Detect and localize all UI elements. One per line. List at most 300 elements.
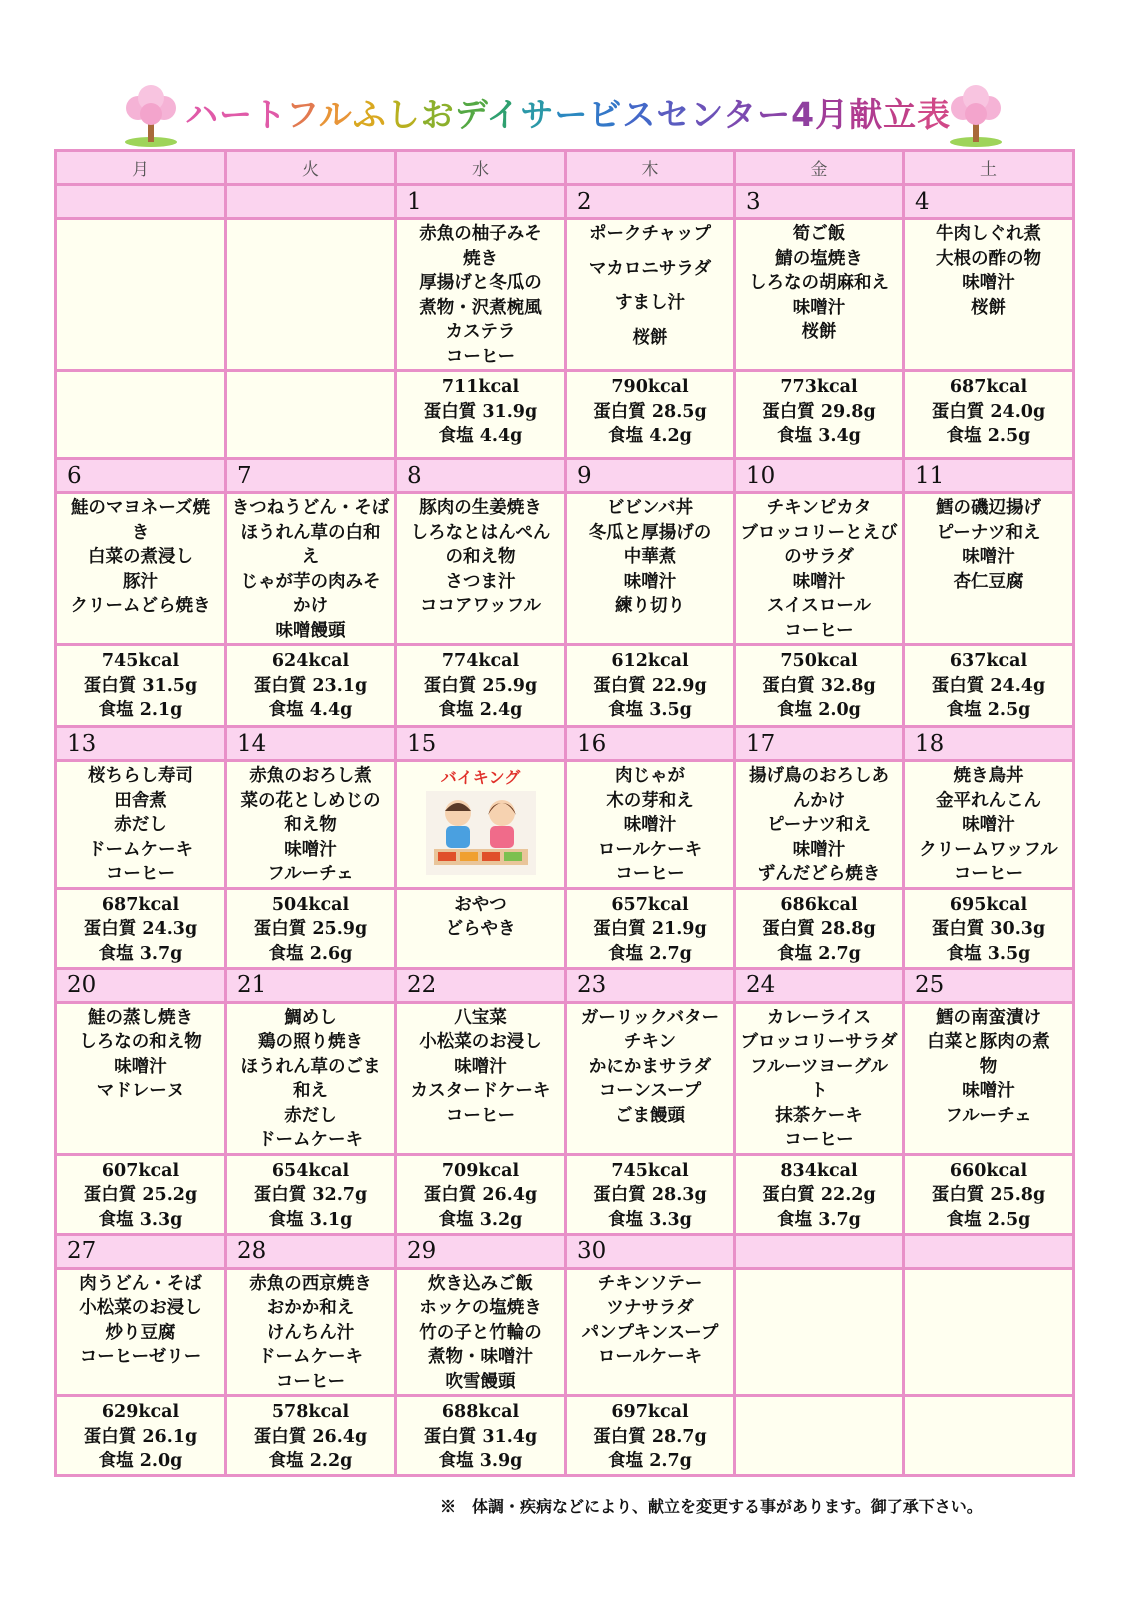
date-cell: 15 [396, 727, 566, 761]
menu-cell [226, 1268, 396, 1396]
menu-item: 抹茶ケーキ [775, 1105, 863, 1126]
snack-item: どらやき [445, 919, 516, 939]
calories-value: 687kcal [949, 377, 1028, 397]
salt-value: 食塩 4.2g [608, 426, 692, 446]
page-title [185, 90, 952, 140]
protein-value: 蛋白質 24.3g [83, 919, 198, 939]
salt-value: 食塩 3.3g [98, 1209, 183, 1230]
menu-item: 赤魚の西京焼き [249, 1273, 372, 1294]
date-row [56, 968, 1074, 1002]
date-cell: 29 [396, 1234, 566, 1268]
protein-value: 蛋白質 31.5g [83, 675, 198, 696]
menu-cell [904, 761, 1074, 889]
empty-cell [904, 1268, 1074, 1396]
protein-value: 蛋白質 31.4g [423, 1426, 538, 1447]
menu-item: 鱈の磯辺揚げ [936, 498, 1041, 518]
nutrition-row [56, 371, 1074, 459]
date-cell: 25 [904, 968, 1074, 1002]
nutrition-cell [566, 645, 735, 727]
date-cell: 10 [735, 459, 904, 493]
menu-item: すまし汁 [615, 293, 685, 313]
protein-value: 蛋白質 23.1g [253, 675, 368, 696]
menu-item: ほうれん草のごま [240, 1056, 381, 1077]
cherry-blossom-tree-icon [120, 84, 182, 148]
menu-item: ブロッコリーサラダ [740, 1032, 898, 1052]
protein-value: 蛋白質 25.9g [253, 919, 368, 939]
menu-item: 鮭の蒸し焼き [88, 1007, 193, 1028]
empty-cell [56, 371, 226, 459]
salt-value: 食塩 2.6g [268, 943, 353, 964]
nutrition-cell [226, 1396, 396, 1476]
menu-item: ごま饅頭 [615, 1105, 685, 1126]
menu-item: 鶏の照り焼き [258, 1032, 363, 1052]
calories-value: 654kcal [271, 1160, 350, 1181]
menu-item: ピーナツ和え [936, 522, 1041, 543]
title-char: ハ [185, 95, 219, 134]
menu-item: 味噌汁 [284, 839, 337, 860]
menu-item: 牛肉しぐれ煮 [936, 224, 1041, 244]
date-cell: 4 [904, 185, 1074, 219]
weekday-header: 月 [56, 151, 226, 185]
empty-cell [735, 1268, 904, 1396]
menu-item: しろなとはんぺん [410, 522, 551, 543]
menu-item: 大根の酢の物 [936, 248, 1041, 269]
menu-cell [566, 219, 735, 371]
calories-value: 745kcal [611, 1160, 689, 1181]
menu-cell [56, 761, 226, 889]
menu-item: 菜の花としめじの [240, 790, 381, 811]
date-cell: 2 [566, 185, 735, 219]
menu-row [56, 219, 1074, 371]
salt-value: 食塩 3.5g [946, 943, 1031, 964]
menu-item: ガーリックバター [580, 1007, 720, 1028]
salt-value: 食塩 2.4g [438, 700, 523, 720]
date-cell: 9 [566, 459, 735, 493]
menu-cell [56, 493, 226, 645]
menu-item: パンプキンスープ [581, 1322, 719, 1343]
menu-item: 八宝菜 [454, 1007, 507, 1028]
nutrition-row [56, 645, 1074, 727]
menu-item: ドームケーキ [88, 839, 193, 860]
calories-value: 612kcal [611, 651, 689, 671]
empty-cell [226, 219, 396, 371]
menu-item: フルーチェ [945, 1105, 1032, 1126]
salt-value: 食塩 3.5g [608, 700, 692, 720]
salt-value: 食塩 2.1g [98, 700, 183, 720]
title-char: お [420, 95, 455, 134]
nutrition-cell [735, 371, 904, 459]
menu-item: クリームワッフル [919, 839, 1058, 860]
title-char: し [386, 95, 421, 134]
title-char: サ [520, 95, 555, 134]
nutrition-cell [396, 371, 566, 459]
protein-value: 蛋白質 29.8g [762, 401, 876, 422]
menu-item: のサラダ [784, 547, 854, 567]
menu-item: かけ [293, 596, 328, 616]
menu-item: 桜餅 [632, 327, 668, 348]
menu-item: コーヒー [953, 864, 1024, 884]
weekday-header: 火 [226, 151, 396, 185]
title-char: ふ [352, 95, 387, 134]
salt-value: 食塩 2.0g [98, 1451, 183, 1471]
title-char: ビ [588, 95, 623, 134]
calories-value: 774kcal [441, 651, 520, 671]
calories-value: 657kcal [611, 894, 689, 915]
menu-item: 味噌汁 [454, 1056, 507, 1077]
menu-item: けんちん汁 [266, 1322, 355, 1343]
menu-item: 味噌汁 [623, 815, 677, 835]
menu-item: カステラ [445, 322, 516, 342]
salt-value: 食塩 2.2g [268, 1451, 353, 1471]
weekday-header: 水 [396, 151, 566, 185]
calories-value: 688kcal [441, 1402, 520, 1422]
menu-row [56, 1002, 1074, 1154]
menu-item: 金平れんこん [936, 790, 1041, 811]
menu-cell [566, 1268, 735, 1396]
nutrition-cell [396, 1154, 566, 1234]
menu-item: 赤だし [284, 1105, 337, 1126]
menu-cell [396, 219, 566, 371]
salt-value: 食塩 2.5g [946, 1209, 1031, 1230]
menu-item: 味噌汁 [114, 1056, 167, 1077]
nutrition-cell [566, 888, 735, 968]
nutrition-cell [735, 645, 904, 727]
date-cell: 11 [904, 459, 1074, 493]
date-cell [226, 185, 396, 219]
menu-item: ずんだどら焼き [757, 864, 881, 884]
salt-value: 食塩 3.4g [777, 426, 861, 446]
menu-item: 焼き [463, 248, 498, 269]
salt-value: 食塩 2.0g [777, 700, 861, 720]
calories-value: 504kcal [271, 894, 350, 915]
menu-item: 肉うどん・そば [79, 1273, 202, 1294]
menu-item: 味噌饅頭 [275, 620, 346, 641]
title-char: セ [656, 95, 691, 134]
nutrition-cell [56, 645, 226, 727]
menu-item: 鮭のマヨネーズ焼 [70, 498, 211, 518]
salt-value: 食塩 3.3g [608, 1209, 692, 1230]
protein-value: 蛋白質 22.9g [593, 675, 707, 696]
weekday-header: 土 [904, 151, 1074, 185]
menu-item: き [131, 522, 150, 543]
menu-item: 赤だし [114, 815, 167, 835]
menu-cell [735, 1002, 904, 1154]
salt-value: 食塩 4.4g [268, 700, 353, 720]
menu-cell [904, 1002, 1074, 1154]
menu-item: 田舎煮 [114, 790, 167, 811]
title-char: 表 [917, 95, 952, 134]
nutrition-cell [904, 888, 1074, 968]
menu-cell [566, 1002, 735, 1154]
date-cell: 6 [56, 459, 226, 493]
menu-cell [396, 493, 566, 645]
viking-label: バイキング [440, 768, 521, 787]
protein-value: 蛋白質 24.0g [931, 401, 1046, 422]
date-row [56, 1234, 1074, 1268]
snack-cell [396, 888, 566, 968]
menu-item: コーヒー [445, 1105, 516, 1126]
date-cell: 3 [735, 185, 904, 219]
nutrition-row [56, 888, 1074, 968]
salt-value: 食塩 2.7g [608, 943, 692, 964]
protein-value: 蛋白質 28.7g [593, 1426, 707, 1447]
title-char: ー [219, 95, 253, 134]
protein-value: 蛋白質 26.1g [83, 1426, 198, 1447]
nutrition-cell [735, 1154, 904, 1234]
menu-item: マカロニサラダ [588, 258, 712, 279]
menu-item: 白菜の煮浸し [88, 547, 193, 567]
menu-item: 肉じゃが [615, 766, 685, 786]
menu-item: 木の芽和え [606, 790, 694, 811]
protein-value: 蛋白質 24.4g [931, 675, 1046, 696]
date-cell: 28 [226, 1234, 396, 1268]
salt-value: 食塩 2.5g [946, 700, 1031, 720]
menu-item: ホッケの塩焼き [419, 1298, 542, 1318]
protein-value: 蛋白質 30.3g [931, 919, 1046, 939]
menu-item: 鱈の南蛮漬け [936, 1007, 1041, 1028]
menu-item: ドームケーキ [258, 1130, 363, 1150]
date-row [56, 459, 1074, 493]
nutrition-cell [56, 1396, 226, 1476]
salt-value: 食塩 3.9g [438, 1451, 523, 1471]
menu-item: ほうれん草の白和 [240, 522, 381, 543]
menu-item: コーヒー [784, 1130, 854, 1150]
menu-item: 白菜と豚肉の煮 [927, 1032, 1050, 1052]
menu-item: コーヒー [445, 346, 516, 367]
salt-value: 食塩 3.2g [438, 1209, 523, 1230]
nutrition-cell [566, 371, 735, 459]
menu-item: 味噌汁 [962, 1081, 1015, 1101]
salt-value: 食塩 2.5g [946, 426, 1031, 446]
protein-value: 蛋白質 26.4g [253, 1426, 368, 1447]
nutrition-cell [566, 1154, 735, 1234]
nutrition-cell [904, 645, 1074, 727]
calories-value: 660kcal [949, 1160, 1028, 1181]
date-row [56, 727, 1074, 761]
menu-item: 冬瓜と厚揚げの [588, 522, 712, 543]
date-cell: 22 [396, 968, 566, 1002]
calories-value: 687kcal [101, 894, 180, 915]
title-char: ル [318, 95, 353, 134]
title-char: デ [454, 95, 487, 134]
menu-item: ロールケーキ [597, 839, 703, 860]
menu-item: 桜餅 [971, 297, 1006, 318]
menu-item: 厚揚げと冬瓜の [419, 273, 542, 293]
menu-item: チキンソテー [597, 1273, 703, 1294]
menu-item: 中華煮 [623, 547, 677, 567]
date-cell [735, 1234, 904, 1268]
menu-item: フルーチェ [267, 864, 354, 884]
menu-item: コーンスープ [598, 1081, 702, 1101]
nutrition-cell [904, 371, 1074, 459]
menu-item: え [301, 547, 320, 567]
calories-value: 790kcal [611, 377, 689, 397]
menu-item: ピーナツ和え [766, 815, 872, 835]
salt-value: 食塩 3.7g [98, 943, 183, 964]
menu-row [56, 1268, 1074, 1396]
protein-value: 蛋白質 26.4g [423, 1185, 538, 1205]
nutrition-cell [396, 645, 566, 727]
nutrition-cell [56, 888, 226, 968]
menu-cell [396, 1002, 566, 1154]
menu-item: じゃが芋の肉みそ [240, 571, 381, 592]
protein-value: 蛋白質 28.5g [593, 401, 707, 422]
menu-item: カレーライス [766, 1007, 872, 1028]
menu-item: コーヒー [784, 620, 854, 641]
menu-cell [56, 1002, 226, 1154]
menu-item: ココアワッフル [420, 596, 541, 616]
menu-item: かにかまサラダ [588, 1056, 712, 1077]
title-char: 4 [791, 95, 816, 134]
empty-cell [56, 219, 226, 371]
menu-item: 豚肉の生姜焼き [419, 498, 542, 518]
menu-item: 味噌汁 [962, 547, 1015, 567]
menu-cell [566, 493, 735, 645]
empty-cell [904, 1396, 1074, 1476]
menu-cell [226, 1002, 396, 1154]
menu-item: クリームどら焼き [70, 596, 211, 616]
nutrition-cell [226, 645, 396, 727]
menu-item: 小松菜のお浸し [419, 1032, 542, 1052]
menu-cell [226, 493, 396, 645]
date-row [56, 185, 1074, 219]
date-cell: 20 [56, 968, 226, 1002]
menu-item: 煮物・味噌汁 [428, 1347, 533, 1367]
menu-item: コーヒー [615, 864, 685, 884]
menu-item: の和え物 [445, 547, 516, 567]
menu-calendar-table [54, 149, 1075, 1477]
date-cell: 21 [226, 968, 396, 1002]
protein-value: 蛋白質 21.9g [593, 919, 707, 939]
calories-value: 607kcal [101, 1160, 180, 1181]
menu-cell [566, 761, 735, 889]
menu-item: ブロッコリーとえび [740, 522, 898, 543]
menu-cell [226, 761, 396, 889]
title-char: ス [622, 95, 657, 134]
protein-value: 蛋白質 31.9g [423, 401, 538, 422]
calories-value: 695kcal [949, 894, 1028, 915]
calories-value: 624kcal [271, 651, 350, 671]
menu-item: スイスロール [766, 596, 872, 616]
weekday-header-row [56, 151, 1074, 185]
calories-value: 637kcal [949, 651, 1028, 671]
cherry-blossom-tree-icon [945, 84, 1007, 148]
menu-item: カスタードケーキ [410, 1081, 551, 1101]
menu-item: ポークチャップ [589, 224, 711, 244]
menu-item: しろなの和え物 [79, 1032, 202, 1052]
menu-cell [735, 761, 904, 889]
menu-item: ト [810, 1081, 828, 1101]
date-cell [904, 1234, 1074, 1268]
nutrition-cell [566, 1396, 735, 1476]
date-cell: 18 [904, 727, 1074, 761]
menu-item: 豚汁 [123, 571, 158, 592]
calories-value: 686kcal [780, 894, 858, 915]
menu-item: 赤魚の柚子みそ [419, 224, 542, 244]
title-char: 立 [883, 95, 918, 134]
menu-item: ツナサラダ [606, 1298, 694, 1318]
title-char: ー [554, 95, 589, 134]
menu-item: 杏仁豆腐 [953, 571, 1024, 592]
menu-cell [735, 219, 904, 371]
menu-item: 鯖の塩焼き [775, 248, 863, 269]
title-char: タ [723, 95, 758, 134]
date-cell: 23 [566, 968, 735, 1002]
menu-item: 味噌汁 [623, 571, 677, 592]
snack-label: おやつ [454, 894, 507, 915]
menu-item: チキンピカタ [766, 498, 872, 518]
menu-cell [904, 493, 1074, 645]
menu-item: 味噌汁 [792, 839, 846, 860]
menu-item: んかけ [792, 790, 846, 811]
date-cell: 27 [56, 1234, 226, 1268]
nutrition-cell [735, 888, 904, 968]
nutrition-cell [226, 888, 396, 968]
menu-item: 味噌汁 [792, 297, 846, 318]
menu-item: 吹雪饅頭 [445, 1371, 516, 1392]
calories-value: 745kcal [101, 651, 180, 671]
menu-item: 赤魚のおろし煮 [249, 766, 372, 786]
menu-item: さつま汁 [445, 571, 516, 592]
protein-value: 蛋白質 25.9g [423, 675, 538, 696]
menu-item: コーヒーゼリー [79, 1347, 202, 1367]
date-cell: 14 [226, 727, 396, 761]
date-cell: 16 [566, 727, 735, 761]
date-cell: 30 [566, 1234, 735, 1268]
menu-item: 鯛めし [284, 1007, 337, 1028]
nutrition-row [56, 1396, 1074, 1476]
title-char: 献 [849, 95, 884, 134]
calories-value: 697kcal [611, 1402, 689, 1422]
salt-value: 食塩 3.1g [268, 1209, 353, 1230]
viking-cell [396, 761, 566, 889]
calories-value: 750kcal [780, 651, 858, 671]
weekday-header: 金 [735, 151, 904, 185]
menu-item: コーヒー [275, 1371, 346, 1392]
protein-value: 蛋白質 28.8g [762, 919, 876, 939]
menu-item: マドレーヌ [96, 1081, 185, 1101]
menu-item: 物 [979, 1056, 998, 1077]
calories-value: 629kcal [101, 1402, 180, 1422]
salt-value: 食塩 3.7g [777, 1209, 861, 1230]
menu-item: 和え [293, 1081, 328, 1101]
menu-cell [904, 219, 1074, 371]
date-cell: 1 [396, 185, 566, 219]
menu-item: おかか和え [266, 1298, 355, 1318]
menu-item: 竹の子と竹輪の [419, 1322, 542, 1343]
menu-item: ビビンバ丼 [606, 498, 694, 518]
menu-item: 焼き鳥丼 [953, 766, 1024, 786]
weekday-header: 木 [566, 151, 735, 185]
menu-cell [396, 1268, 566, 1396]
menu-item: 煮物・沢煮椀風 [419, 297, 542, 318]
menu-item: 桜餅 [801, 322, 837, 342]
empty-cell [226, 371, 396, 459]
title-char: 月 [815, 95, 850, 134]
buffet-children-icon [426, 791, 536, 875]
nutrition-cell [226, 1154, 396, 1234]
calories-value: 834kcal [780, 1160, 858, 1181]
nutrition-cell [904, 1154, 1074, 1234]
menu-row [56, 493, 1074, 645]
menu-item: 味噌汁 [962, 273, 1015, 293]
protein-value: 蛋白質 32.7g [253, 1185, 368, 1205]
menu-item: コーヒー [105, 864, 176, 884]
menu-item: 練り切り [615, 596, 685, 616]
menu-item: ロールケーキ [597, 1347, 703, 1367]
menu-row [56, 761, 1074, 889]
title-char: ト [253, 95, 287, 134]
